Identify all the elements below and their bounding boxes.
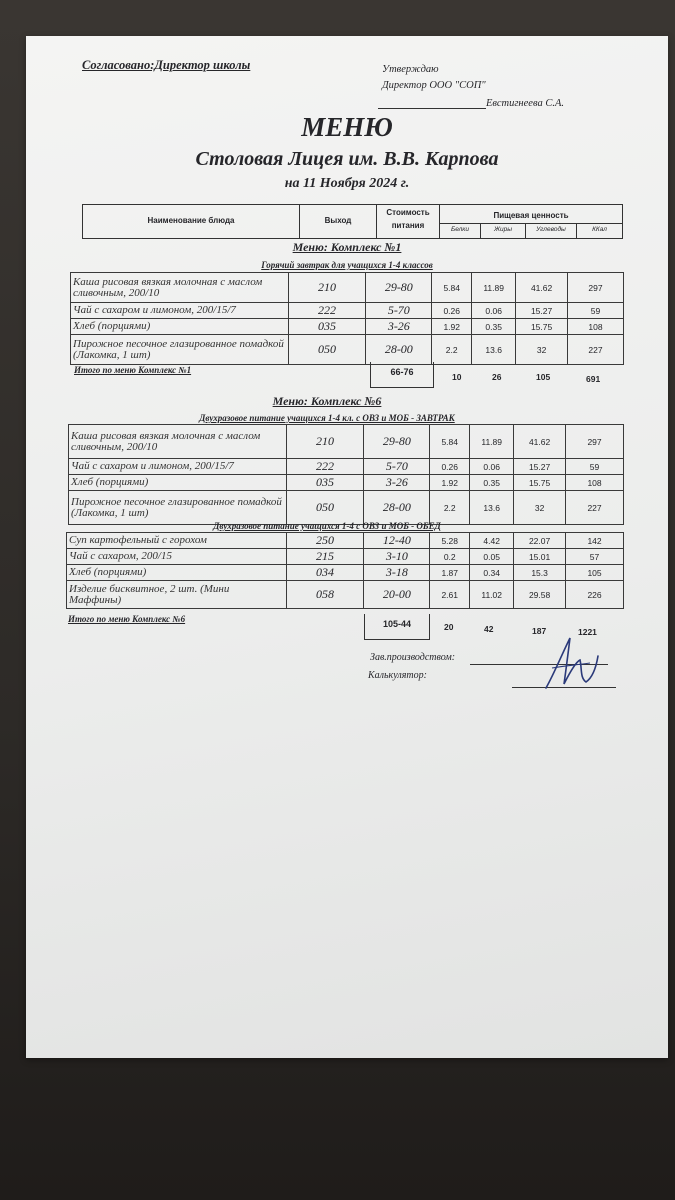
dish-cost: 3-10 (364, 549, 430, 565)
col-fats: Жиры (494, 226, 512, 233)
dish-carbs: 32 (516, 335, 568, 365)
dish-proteins: 0.26 (430, 459, 470, 475)
table-row (69, 459, 624, 475)
dish-carbs: 41.62 (514, 425, 566, 459)
dish-kcal: 297 (566, 425, 624, 459)
dish-proteins: 1.92 (432, 319, 472, 335)
col-output: Выход (324, 216, 352, 225)
dish-carbs: 41.62 (516, 273, 568, 303)
dish-name: Изделие бисквитное, 2 шт. (Мини Маффины) (67, 581, 287, 609)
dish-fats: 0.35 (472, 319, 516, 335)
document-subtitle: Столовая Лицея им. В.В. Карпова (195, 148, 499, 170)
menu6-lunch-table (66, 532, 624, 609)
col-cost-1: Стоимость (386, 208, 430, 217)
dish-carbs: 15.75 (514, 475, 566, 491)
dish-name: Чай с сахаром, 200/15 (67, 549, 287, 565)
menu6-total-cost: 105-44 (364, 614, 430, 640)
dish-kcal: 226 (566, 581, 624, 609)
handwritten-signature (540, 632, 604, 692)
dish-proteins: 2.2 (430, 491, 470, 525)
dish-fats: 11.89 (472, 273, 516, 303)
dish-output: 210 (288, 273, 366, 303)
column-header (82, 204, 623, 239)
table-row (67, 581, 624, 609)
dish-kcal: 108 (566, 475, 624, 491)
dish-output: 050 (288, 335, 366, 365)
dish-name: Хлеб (порциями) (69, 475, 287, 491)
dish-proteins: 5.28 (430, 533, 470, 549)
dish-fats: 0.06 (472, 303, 516, 319)
dish-proteins: 2.2 (432, 335, 472, 365)
menu6-lunch-section: Двухразовое питание учащихся 1-4 с ОВЗ и МОБ - ОБЕД (213, 521, 441, 531)
dish-output: 034 (286, 565, 364, 581)
dish-name: Суп картофельный с горохом (67, 533, 287, 549)
dish-output: 035 (286, 475, 364, 491)
dish-fats: 0.05 (470, 549, 514, 565)
dish-fats: 11.02 (470, 581, 514, 609)
dish-output: 222 (286, 459, 364, 475)
dish-output: 250 (286, 533, 364, 549)
dish-kcal: 59 (568, 303, 624, 319)
dish-carbs: 32 (514, 491, 566, 525)
menu1-total-fats: 26 (492, 372, 502, 382)
dish-name: Чай с сахаром и лимоном, 200/15/7 (71, 303, 289, 319)
production-manager-label: Зав.производством: (370, 652, 456, 663)
dish-name: Пирожное песочное глазированное помадкой (Лакомка, 1 шт) (69, 491, 287, 525)
dish-cost: 3-26 (366, 319, 432, 335)
dish-output: 222 (288, 303, 366, 319)
menu1-total-kcal: 691 (586, 374, 601, 384)
dish-name: Хлеб (порциями) (67, 565, 287, 581)
menu1-total-cost: 66-76 (370, 362, 434, 388)
dish-carbs: 22.07 (514, 533, 566, 549)
menu6-total-carbs: 187 (532, 626, 547, 636)
dish-kcal: 227 (568, 335, 624, 365)
dish-name: Каша рисовая вязкая молочная с маслом сливочным, 200/10 (69, 425, 287, 459)
dish-cost: 5-70 (364, 459, 430, 475)
dish-proteins: 2.61 (430, 581, 470, 609)
menu6-title: Меню: Комплекс №6 (272, 394, 382, 408)
menu1-total-carbs: 105 (536, 372, 551, 382)
dish-kcal: 108 (568, 319, 624, 335)
table-row (67, 565, 624, 581)
dish-proteins: 5.84 (432, 273, 472, 303)
approve-signature-line (378, 108, 486, 109)
dish-proteins: 0.26 (432, 303, 472, 319)
col-name: Наименование блюда (147, 216, 235, 225)
dish-proteins: 0.2 (430, 549, 470, 565)
menu6-total-fats: 42 (484, 624, 494, 634)
dish-kcal: 57 (566, 549, 624, 565)
col-nutrition: Пищевая ценность (493, 211, 569, 220)
menu6-breakfast-table (68, 424, 624, 525)
dish-fats: 13.6 (470, 491, 514, 525)
document-title: МЕНЮ (301, 112, 393, 142)
dish-fats: 0.35 (470, 475, 514, 491)
dish-cost: 20-00 (364, 581, 430, 609)
approve-role: Директор ООО "СОП" (382, 80, 486, 91)
table-row (69, 491, 624, 525)
dish-cost: 29-80 (364, 425, 430, 459)
calculator-label: Калькулятор: (368, 670, 427, 681)
menu1-section: Горячий завтрак для учащихся 1-4 классов (261, 260, 433, 270)
dish-name: Каша рисовая вязкая молочная с маслом сливочным, 200/10 (71, 273, 289, 303)
dish-cost: 29-80 (366, 273, 432, 303)
approve-label: Утверждаю (382, 64, 439, 75)
col-proteins: Белки (451, 226, 469, 233)
dish-proteins: 1.92 (430, 475, 470, 491)
dish-name: Пирожное песочное глазированное помадкой (Лакомка, 1 шт) (71, 335, 289, 365)
dish-carbs: 15.27 (514, 459, 566, 475)
dish-cost: 12-40 (364, 533, 430, 549)
table-row (69, 425, 624, 459)
dish-cost: 3-26 (364, 475, 430, 491)
dish-name: Хлеб (порциями) (71, 319, 289, 335)
dish-cost: 5-70 (366, 303, 432, 319)
dish-fats: 13.6 (472, 335, 516, 365)
dish-carbs: 15.01 (514, 549, 566, 565)
dish-output: 215 (286, 549, 364, 565)
document-date: на 11 Ноября 2024 г. (284, 176, 410, 191)
dish-fats: 4.42 (470, 533, 514, 549)
menu6-total-label: Итого по меню Комплекс №6 (68, 614, 186, 624)
menu-document (26, 36, 668, 1058)
dish-output: 050 (286, 491, 364, 525)
col-kcal: ККал (592, 226, 607, 233)
table-row (71, 319, 624, 335)
table-row (69, 475, 624, 491)
dish-proteins: 1.87 (430, 565, 470, 581)
menu1-total-proteins: 10 (452, 372, 462, 382)
col-carbs: Углеводы (536, 226, 566, 233)
dish-kcal: 59 (566, 459, 624, 475)
dish-cost: 3-18 (364, 565, 430, 581)
menu1-total-label: Итого по меню Комплекс №1 (74, 365, 192, 375)
table-row (71, 273, 624, 303)
dish-output: 058 (286, 581, 364, 609)
dish-carbs: 15.75 (516, 319, 568, 335)
dish-cost: 28-00 (366, 335, 432, 365)
menu1-title: Меню: Комплекс №1 (292, 240, 402, 254)
dish-carbs: 15.27 (516, 303, 568, 319)
dish-kcal: 142 (566, 533, 624, 549)
dish-kcal: 297 (568, 273, 624, 303)
table-row (67, 549, 624, 565)
dish-output: 210 (286, 425, 364, 459)
dish-fats: 0.34 (470, 565, 514, 581)
approve-name: Евстигнеева С.А. (486, 98, 564, 109)
dish-output: 035 (288, 319, 366, 335)
dish-cost: 28-00 (364, 491, 430, 525)
dish-kcal: 227 (566, 491, 624, 525)
menu1-table (70, 272, 624, 365)
dish-fats: 0.06 (470, 459, 514, 475)
dish-kcal: 105 (566, 565, 624, 581)
table-row (71, 303, 624, 319)
table-row (71, 335, 624, 365)
agreed-by-director: Согласовано:Директор школы (82, 58, 251, 72)
dish-proteins: 5.84 (430, 425, 470, 459)
menu6-total-proteins: 20 (444, 622, 454, 632)
menu6-breakfast-section: Двухразовое питание учащихся 1-4 кл. с ОВЗ и МОБ - ЗАВТРАК (199, 413, 455, 423)
dish-fats: 11.89 (470, 425, 514, 459)
col-cost-2: питания (391, 221, 425, 230)
table-row (67, 533, 624, 549)
dish-name: Чай с сахаром и лимоном, 200/15/7 (69, 459, 287, 475)
dish-carbs: 15.3 (514, 565, 566, 581)
dish-carbs: 29.58 (514, 581, 566, 609)
menu6-total-kcal: 1221 (578, 627, 597, 637)
